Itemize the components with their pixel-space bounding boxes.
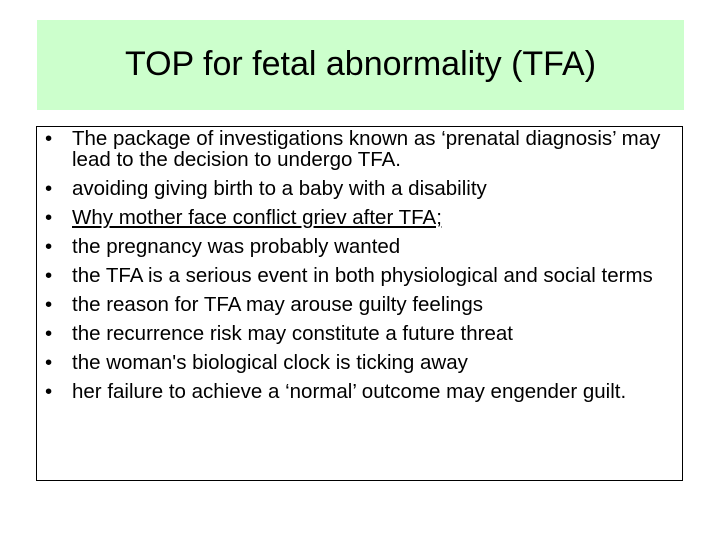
content-box <box>36 126 683 481</box>
list-item <box>45 265 676 286</box>
bullet-icon: • <box>45 177 53 200</box>
list-item <box>45 207 676 228</box>
list-item <box>45 323 676 344</box>
list-item-text: avoiding giving birth to a baby with a disability <box>72 177 487 200</box>
bullet-icon: • <box>45 235 53 258</box>
list-item-text: the woman's biological clock is ticking away <box>72 351 468 374</box>
bullet-icon: • <box>45 264 53 287</box>
bullet-icon: • <box>45 206 53 229</box>
title-banner <box>37 20 684 110</box>
bullet-list <box>45 128 676 410</box>
list-item-text: the reason for TFA may arouse guilty feelings <box>72 293 483 316</box>
bullet-icon: • <box>45 351 53 374</box>
list-item <box>45 381 676 402</box>
bullet-icon: • <box>45 380 53 403</box>
bullet-icon: • <box>45 293 53 316</box>
list-item-text: the TFA is a serious event in both physiological and social terms <box>72 264 653 287</box>
list-item <box>45 128 676 170</box>
list-item-text: the recurrence risk may constitute a future threat <box>72 322 513 345</box>
slide-title: TOP for fetal abnormality (TFA) <box>124 45 597 83</box>
list-item <box>45 178 676 199</box>
list-item <box>45 294 676 315</box>
bullet-icon: • <box>45 127 53 150</box>
list-item-text: Why mother face conflict griev after TFA; <box>72 206 442 229</box>
list-item-text: the pregnancy was probably wanted <box>72 235 401 258</box>
list-item-text: her failure to achieve a ‘normal’ outcome may engender guilt. <box>72 380 627 403</box>
list-item <box>45 352 676 373</box>
list-item <box>45 236 676 257</box>
bullet-icon: • <box>45 322 53 345</box>
list-item-text: The package of investigations known as ‘prenatal diagnosis’ may lead to the decision to undergo TFA. <box>72 127 661 171</box>
